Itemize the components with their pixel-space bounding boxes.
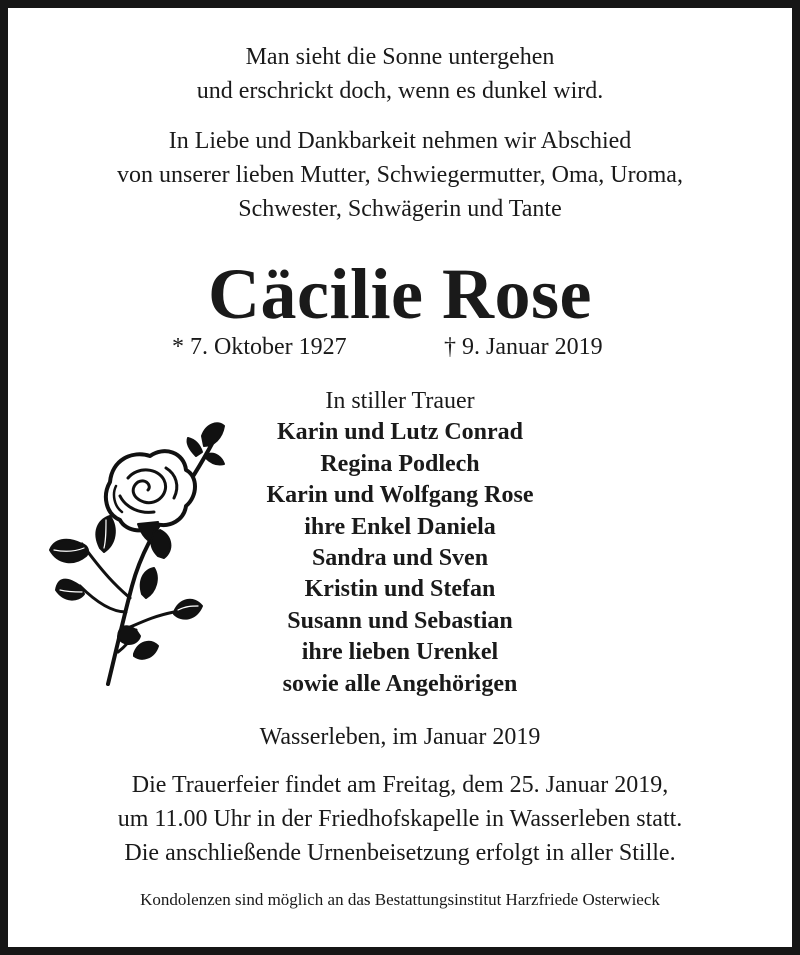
- intro-line: von unserer lieben Mutter, Schwiegermutter, Oma, Uroma,: [117, 162, 683, 188]
- mourner-name: ihre lieben Urenkel: [301, 639, 499, 666]
- service-line: Die Trauerfeier findet am Freitag, dem 25. Januar 2019,: [131, 772, 669, 798]
- mourners-heading: In stiller Trauer: [325, 388, 475, 414]
- mourner-name: ihre Enkel Daniela: [304, 513, 496, 540]
- intro-line: Schwester, Schwägerin und Tante: [238, 196, 562, 222]
- birth-date: * 7. Oktober 1927: [172, 334, 347, 360]
- mourner-name: Karin und Wolfgang Rose: [266, 482, 534, 509]
- service-line: um 11.00 Uhr in der Friedhofskapelle in Wasserleben statt.: [117, 806, 683, 832]
- rose-icon: [46, 416, 236, 688]
- mourner-name: Kristin und Stefan: [304, 576, 496, 603]
- mourner-name: sowie alle Angehörigen: [282, 670, 518, 697]
- service-line: Die anschließende Urnenbeisetzung erfolgt in aller Stille.: [124, 840, 676, 866]
- funeral-service-info: [8, 768, 792, 870]
- intro-line: In Liebe und Dankbarkeit nehmen wir Abschied: [168, 128, 632, 154]
- mourner-name: Karin und Lutz Conrad: [276, 419, 524, 446]
- farewell-intro: [8, 124, 792, 226]
- death-date: † 9. Januar 2019: [444, 334, 603, 360]
- poem: [8, 40, 792, 108]
- poem-line: Man sieht die Sonne untergehen: [245, 44, 555, 70]
- mourner-name: Regina Podlech: [320, 450, 480, 477]
- deceased-name: Cäcilie Rose: [208, 254, 592, 334]
- condolence-note: Kondolenzen sind möglich an das Bestattungsinstitut Harzfriede Osterwieck: [140, 890, 660, 909]
- place-and-date: Wasserleben, im Januar 2019: [259, 724, 541, 750]
- mourner-name: Susann und Sebastian: [287, 607, 513, 634]
- mourner-name: Sandra und Sven: [311, 545, 489, 572]
- poem-line: und erschrickt doch, wenn es dunkel wird.: [196, 78, 604, 104]
